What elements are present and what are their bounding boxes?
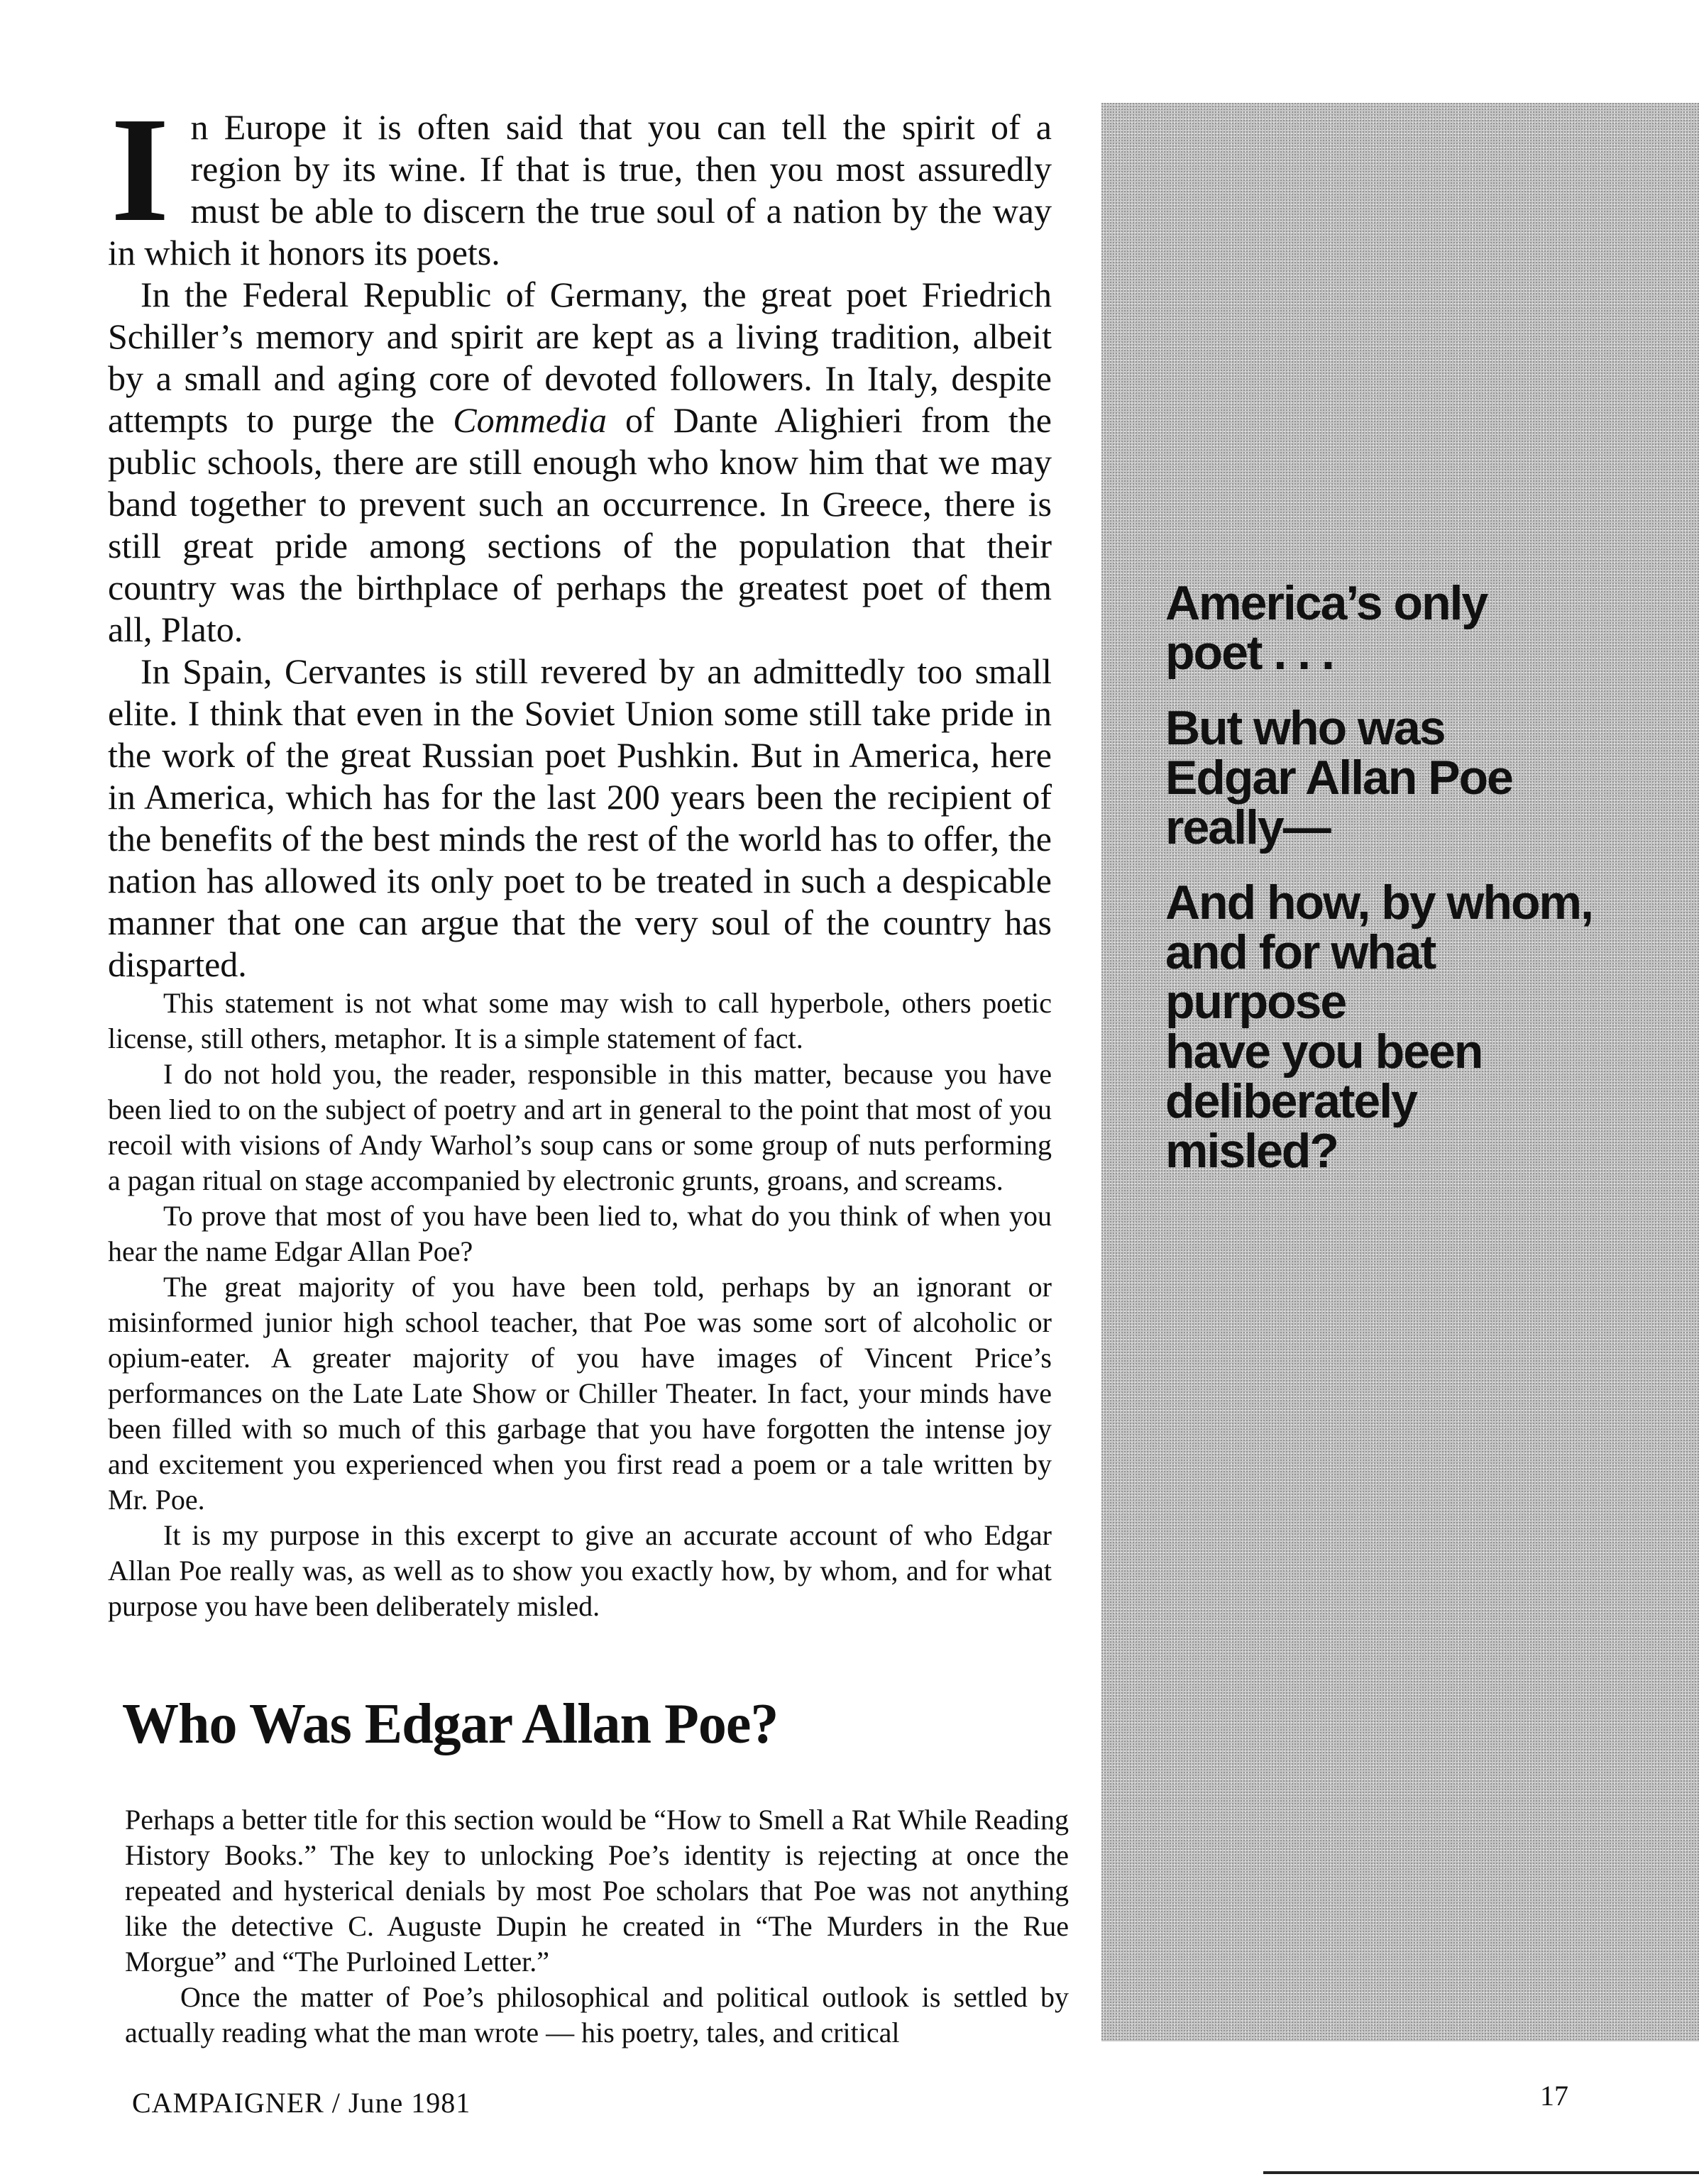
section-body bbox=[125, 1802, 1069, 2051]
pull-quote-line-3: And how, by whom, and for what purpose have you been deliberately misled? bbox=[1165, 876, 1593, 1178]
pull-quote-line-2: But who was Edgar Allan Poe really— bbox=[1165, 701, 1512, 854]
magazine-footer: CAMPAIGNER / June 1981 bbox=[132, 2087, 471, 2119]
paragraph-7: The great majority of you have been told, perhaps by an ignorant or misinformed junior high school teacher, that Poe was some sort of alcoholic or opium-eater. A greater majority of you have images of Vincent Price’s performances on the Late Late Show or Chiller Theater. In fact, your minds have been filled with so much of this garbage that you have forgotten the intense joy and excitement you experienced when you first read a poem or a tale written by Mr. Poe. bbox=[108, 1271, 1052, 1516]
bottom-rule bbox=[1263, 2171, 1699, 2174]
pull-quote-line-1: America’s only poet . . . bbox=[1165, 576, 1488, 680]
paragraph-6: To prove that most of you have been lied to, what do you think of when you hear the name Edgar Allan Poe? bbox=[108, 1200, 1052, 1267]
commedia-italic: Commedia bbox=[453, 400, 607, 440]
section-heading: Who Was Edgar Allan Poe? bbox=[122, 1693, 779, 1755]
paragraph-2 bbox=[108, 274, 1052, 651]
paragraph-2-text-b: of Dante Alighieri from the public schools, there are still enough who know him that we may band together to prevent such an occurrence. In Greece, there is still great pride among sections of the population that their country was the birthplace of perhaps the greatest poet of them all, Plato. bbox=[108, 400, 1052, 649]
drop-cap: I bbox=[111, 86, 170, 253]
paragraph-9: Perhaps a better title for this section would be “How to Smell a Rat While Reading History Books.” The key to unlocking Poe’s identity is rejecting at once the repeated and hysterical denials by most Poe scholars that Poe was not anything like the detective C. Auguste Dupin he created in “The Murders in the Rue Morgue” and “The Purloined Letter.” bbox=[125, 1804, 1069, 1978]
paragraph-8: It is my purpose in this excerpt to give an accurate account of who Edgar Allan Poe really was, as well as to show you exactly how, by whom, and for what purpose you have been deliberately misled. bbox=[108, 1519, 1052, 1622]
article-body bbox=[108, 86, 1052, 1624]
pull-quote bbox=[1165, 578, 1676, 1201]
page-number: 17 bbox=[1540, 2080, 1568, 2112]
paragraph-4: This statement is not what some may wish to call hyperbole, others poetic license, still others, metaphor. It is a simple statement of fact. bbox=[108, 987, 1052, 1054]
paragraph-1-text: n Europe it is often said that you can tell the spirit of a region by its wine. If that is true, then you most assuredly must be able to discern the true soul of a nation by the way in which it honors its poets. bbox=[108, 107, 1052, 272]
paragraph-2-text-a: In the Federal Republic of Germany, the great poet Friedrich Schiller’s memory and spirit are kept as a living tradition, albeit by a small and aging core of devoted followers. In Italy, despite attempts to purge the bbox=[108, 275, 1052, 440]
paragraph-10: Once the matter of Poe’s philosophical and political outlook is settled by actually reading what the man wrote — his poetry, tales, and critical bbox=[125, 1981, 1069, 2048]
paragraph-1 bbox=[108, 86, 1052, 274]
paragraph-5: I do not hold you, the reader, responsible in this matter, because you have been lied to on the subject of poetry and art in general to the point that most of you recoil with visions of Andy Warhol’s soup cans or some group of nuts performing a pagan ritual on stage accompanied by electronic grunts, groans, and screams. bbox=[108, 1058, 1052, 1196]
paragraph-3: In Spain, Cervantes is still revered by an admittedly too small elite. I think that even in the Soviet Union some still take pride in the work of the great Russian poet Pushkin. But in America, here in America, which has for the last 200 years been the recipient of the benefits of the best minds the rest of the world has to offer, the nation has allowed its only poet to be treated in such a despicable manner that one can argue that the very soul of the country has disparted. bbox=[108, 651, 1052, 984]
